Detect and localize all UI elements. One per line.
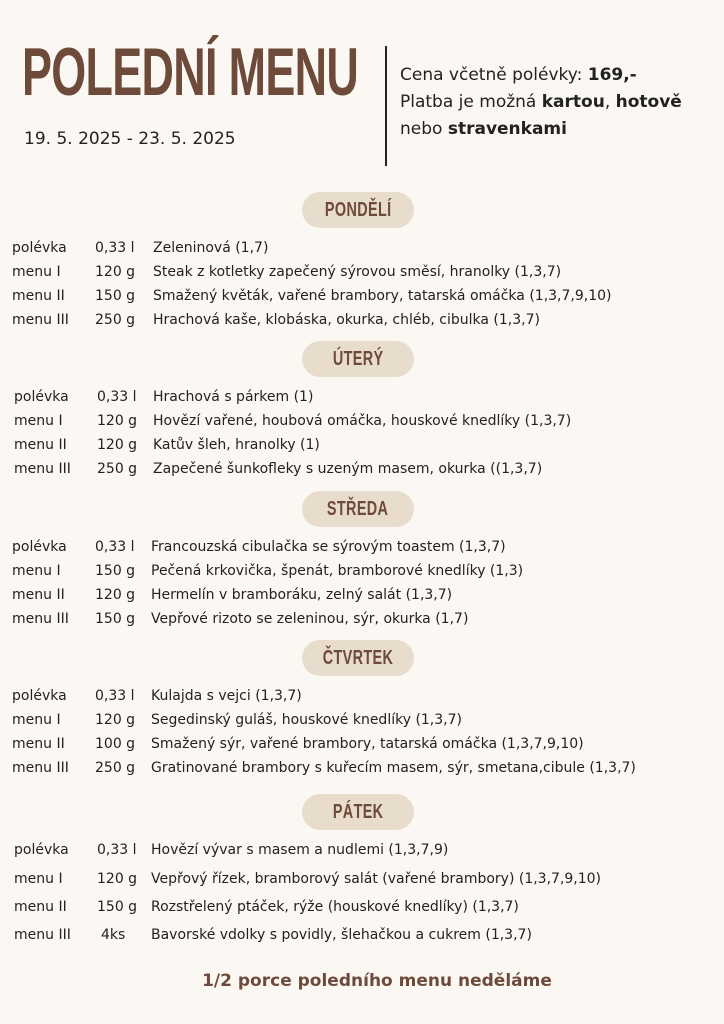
menu-row (0, 871, 724, 891)
row-type: polévka (12, 688, 67, 704)
row-amount: 120 g (95, 264, 136, 280)
day-name: STŘEDA (327, 497, 389, 520)
price-line (400, 62, 682, 89)
price-info (400, 62, 682, 143)
row-dish: Smažený sýr, vařené brambory, tatarská omáčka (1,3,7,9,10) (151, 736, 584, 752)
menu-row (0, 563, 724, 583)
row-type: polévka (12, 539, 67, 555)
row-amount: 250 g (97, 461, 138, 477)
day-pill-wednesday (302, 491, 414, 527)
price-label: Cena včetně polévky: (400, 65, 588, 85)
row-amount: 150 g (95, 611, 136, 627)
row-dish: Hermelín v bramboráku, zelný salát (1,3,7) (151, 587, 453, 603)
menu-row (0, 899, 724, 919)
row-dish: Bavorské vdolky s povidly, šlehačkou a cukrem (1,3,7) (151, 927, 532, 943)
menu-row (0, 688, 724, 708)
payment-label: Platba je možná (400, 92, 542, 112)
payment-or: nebo (400, 119, 448, 139)
row-dish: Segedinský guláš, houskové knedlíky (1,3,7) (151, 712, 462, 728)
menu-row (0, 927, 724, 947)
row-type: menu II (14, 437, 67, 453)
date-range: 19. 5. 2025 - 23. 5. 2025 (24, 129, 236, 149)
row-amount: 120 g (95, 587, 136, 603)
header-divider (385, 46, 387, 166)
row-amount: 150 g (95, 563, 136, 579)
row-amount: 250 g (95, 760, 136, 776)
row-dish: Hovězí vývar s masem a nudlemi (1,3,7,9) (151, 842, 449, 858)
day-pill-friday (302, 794, 414, 830)
footer-note: 1/2 porce poledního menu neděláme (202, 971, 552, 991)
menu-row (0, 736, 724, 756)
payment-separator: , (604, 92, 616, 112)
row-dish: Zapečené šunkofleky s uzeným masem, okurka ((1,3,7) (153, 461, 543, 477)
row-amount: 4ks (101, 927, 126, 943)
row-amount: 250 g (95, 312, 136, 328)
row-dish: Vepřové rizoto se zeleninou, sýr, okurka (1,7) (151, 611, 469, 627)
payment-line (400, 89, 682, 116)
row-type: menu I (12, 563, 61, 579)
row-type: menu II (12, 736, 65, 752)
menu-row (0, 240, 724, 260)
row-type: menu II (12, 288, 65, 304)
menu-row (0, 611, 724, 631)
row-amount: 150 g (95, 288, 136, 304)
row-amount: 0,33 l (97, 389, 137, 405)
menu-row (0, 587, 724, 607)
row-dish: Gratinované brambory s kuřecím masem, sýr, smetana,cibule (1,3,7) (151, 760, 636, 776)
row-type: menu III (12, 312, 69, 328)
day-name: PONDĚLÍ (324, 198, 392, 221)
menu-row (0, 539, 724, 559)
row-dish: Katův šleh, hranolky (1) (153, 437, 320, 453)
day-name: ÚTERÝ (332, 347, 384, 370)
menu-row (0, 461, 724, 481)
row-type: menu I (14, 871, 63, 887)
row-dish: Hovězí vařené, houbová omáčka, houskové knedlíky (1,3,7) (153, 413, 572, 429)
day-pill-monday (302, 192, 414, 228)
row-amount: 0,33 l (97, 842, 137, 858)
day-name: PÁTEK (332, 800, 384, 823)
row-amount: 0,33 l (95, 240, 135, 256)
menu-row (0, 842, 724, 862)
row-amount: 0,33 l (95, 688, 135, 704)
menu-row (0, 437, 724, 457)
row-dish: Zeleninová (1,7) (153, 240, 269, 256)
menu-row (0, 312, 724, 332)
menu-row (0, 760, 724, 780)
row-type: menu III (12, 611, 69, 627)
row-dish: Hrachová kaše, klobáska, okurka, chléb, cibulka (1,3,7) (153, 312, 540, 328)
row-amount: 120 g (97, 413, 138, 429)
row-type: menu I (12, 712, 61, 728)
row-dish: Hrachová s párkem (1) (153, 389, 314, 405)
row-type: menu III (14, 461, 71, 477)
menu-row (0, 288, 724, 308)
row-dish: Vepřový řízek, bramborový salát (vařené brambory) (1,3,7,9,10) (151, 871, 602, 887)
row-amount: 120 g (97, 871, 138, 887)
row-dish: Rozstřelený ptáček, rýže (houskové knedlíky) (1,3,7) (151, 899, 519, 915)
day-name: ČTVRTEK (322, 646, 394, 669)
row-dish: Steak z kotletky zapečený sýrovou směsí, hranolky (1,3,7) (153, 264, 562, 280)
price-value: 169,- (587, 65, 637, 85)
row-amount: 0,33 l (95, 539, 135, 555)
payment-cash: hotově (615, 92, 682, 112)
row-type: menu III (14, 927, 71, 943)
row-amount: 120 g (95, 712, 136, 728)
row-type: polévka (12, 240, 67, 256)
row-type: menu II (14, 899, 67, 915)
menu-row (0, 389, 724, 409)
row-type: polévka (14, 389, 69, 405)
menu-row (0, 413, 724, 433)
row-amount: 150 g (97, 899, 138, 915)
payment-line-2 (400, 116, 682, 143)
menu-row (0, 264, 724, 284)
row-amount: 120 g (97, 437, 138, 453)
row-type: menu I (14, 413, 63, 429)
payment-vouchers: stravenkami (447, 119, 567, 139)
row-type: menu II (12, 587, 65, 603)
row-type: menu III (12, 760, 69, 776)
payment-card: kartou (541, 92, 605, 112)
row-dish: Kulajda s vejci (1,3,7) (151, 688, 302, 704)
row-dish: Smažený květák, vařené brambory, tatarská omáčka (1,3,7,9,10) (153, 288, 612, 304)
row-type: menu I (12, 264, 61, 280)
row-type: polévka (14, 842, 69, 858)
menu-title: POLEDNÍ MENU (22, 34, 359, 110)
row-amount: 100 g (95, 736, 136, 752)
menu-row (0, 712, 724, 732)
day-pill-tuesday (302, 341, 414, 377)
day-pill-thursday (302, 640, 414, 676)
row-dish: Pečená krkovička, špenát, bramborové knedlíky (1,3) (151, 563, 524, 579)
row-dish: Francouzská cibulačka se sýrovým toastem (1,3,7) (151, 539, 506, 555)
